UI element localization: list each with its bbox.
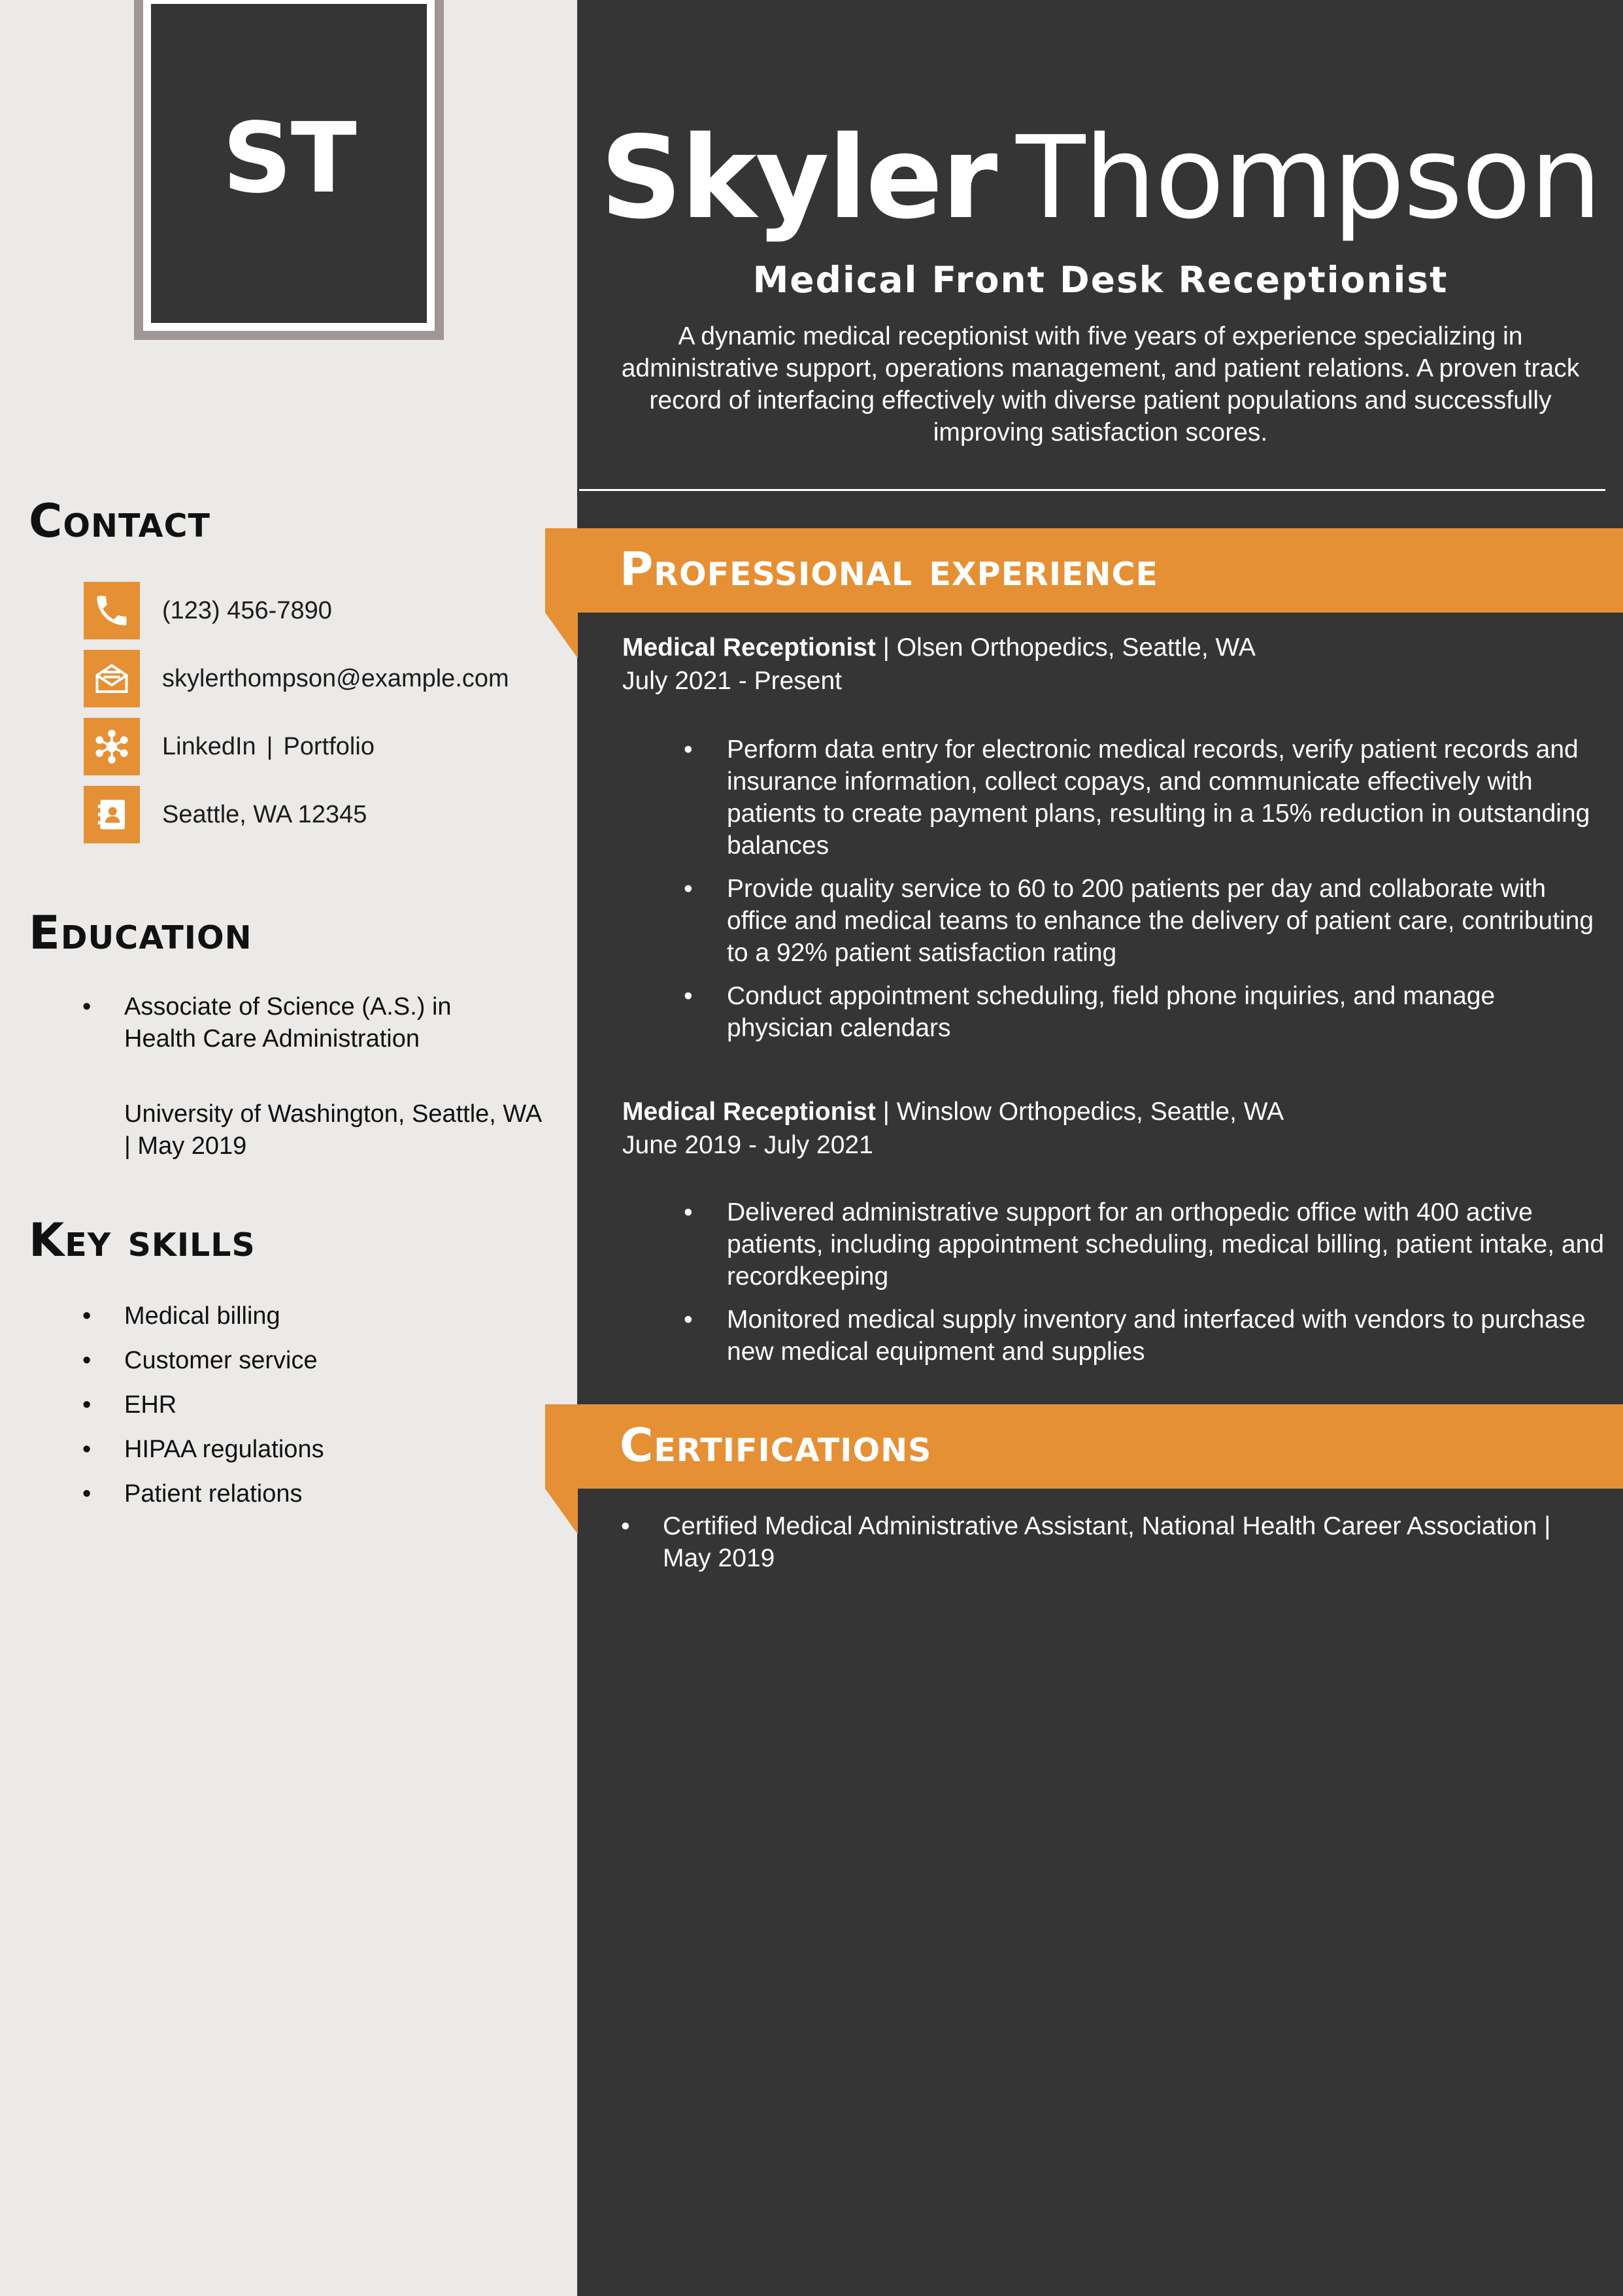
skill-item: • HIPAA regulations bbox=[0, 1433, 324, 1466]
job-2-bullets bbox=[0, 1196, 1623, 1379]
job-role: Medical Receptionist bbox=[622, 633, 876, 662]
job-1-header bbox=[622, 632, 1256, 664]
skill-item: • Customer service bbox=[0, 1344, 324, 1377]
job-bullet: • Delivered administrative support for an orthopedic office with 400 active patients, including appointment scheduling, medical billing, patient intake, and recordkeeping bbox=[0, 1196, 1623, 1292]
email-link[interactable]: skylerthompson@example.com bbox=[162, 664, 509, 692]
job-employer: | Winslow Orthopedics, Seattle, WA bbox=[875, 1098, 1284, 1126]
phone-icon bbox=[84, 582, 140, 639]
link-separator: | bbox=[266, 732, 273, 760]
job-bullet: • Conduct appointment scheduling, field phone inquiries, and manage physician calendars bbox=[0, 980, 1623, 1044]
job-bullet: • Perform data entry for electronic medical records, verify patient records and insurance information, collect copays, and communicate effectively with patients to create payment plans, resulting in a 15% reduction in outstanding balances bbox=[0, 734, 1623, 862]
monogram: ST bbox=[222, 102, 356, 214]
job-bullet: • Monitored medical supply inventory and interfaced with vendors to purchase new medical equipment and supplies bbox=[0, 1304, 1623, 1368]
job-1-dates: July 2021 - Present bbox=[622, 667, 843, 695]
certifications-heading: Certifications bbox=[620, 1419, 932, 1472]
school: University of Washington, Seattle, WA | May 2019 bbox=[124, 1100, 541, 1160]
contact-email bbox=[84, 650, 509, 707]
education-heading: Education bbox=[29, 906, 252, 960]
email-icon bbox=[84, 650, 140, 707]
job-bullet: • Provide quality service to 60 to 200 patients per day and collaborate with office and medical teams to enhance the delivery of patient care, contributing to a 92% patient satisfaction rating bbox=[0, 873, 1623, 969]
job-1-bullets bbox=[0, 734, 1623, 1055]
linkedin-link[interactable]: LinkedIn bbox=[162, 732, 256, 760]
last-name: Thompson bbox=[1016, 112, 1601, 245]
job-employer: | Olsen Orthopedics, Seattle, WA bbox=[875, 633, 1256, 662]
certification-item: • Certified Medical Administrative Assistant, National Health Career Association | May 2019 bbox=[0, 1510, 1623, 1574]
summary: A dynamic medical receptionist with five years of experience specializing in administrative support, operations management, and patient relations. A proven track record of interfacing effectively with diverse patient populations and successfully improving satisfaction scores. bbox=[621, 322, 1580, 447]
skill-item: • Medical billing bbox=[0, 1300, 324, 1332]
experience-banner-fold bbox=[545, 613, 578, 658]
job-title: Medical Front Desk Receptionist bbox=[752, 259, 1448, 301]
sidebar bbox=[0, 0, 577, 2296]
experience-heading: Professional experience bbox=[620, 543, 1158, 596]
contact-phone bbox=[84, 582, 332, 639]
skills-heading: Key skills bbox=[29, 1213, 256, 1267]
location-text: Seattle, WA 12345 bbox=[162, 800, 367, 828]
job-role: Medical Receptionist bbox=[622, 1098, 876, 1126]
job-2-dates: June 2019 - July 2021 bbox=[622, 1131, 873, 1159]
degree: • Associate of Science (A.S.) in Health Care Administration bbox=[0, 991, 543, 1055]
phone-number: (123) 456-7890 bbox=[162, 596, 332, 624]
header-divider bbox=[579, 489, 1605, 491]
first-name: Skyler bbox=[600, 112, 997, 245]
portfolio-link[interactable]: Portfolio bbox=[283, 732, 375, 760]
skill-item: • EHR bbox=[0, 1389, 324, 1421]
contact-heading: Contact bbox=[29, 494, 210, 548]
job-2-header bbox=[622, 1096, 1284, 1128]
certifications-list bbox=[0, 1510, 1623, 1574]
full-name bbox=[578, 112, 1623, 245]
monogram-frame bbox=[134, 0, 444, 340]
skill-item: • Patient relations bbox=[0, 1477, 324, 1510]
